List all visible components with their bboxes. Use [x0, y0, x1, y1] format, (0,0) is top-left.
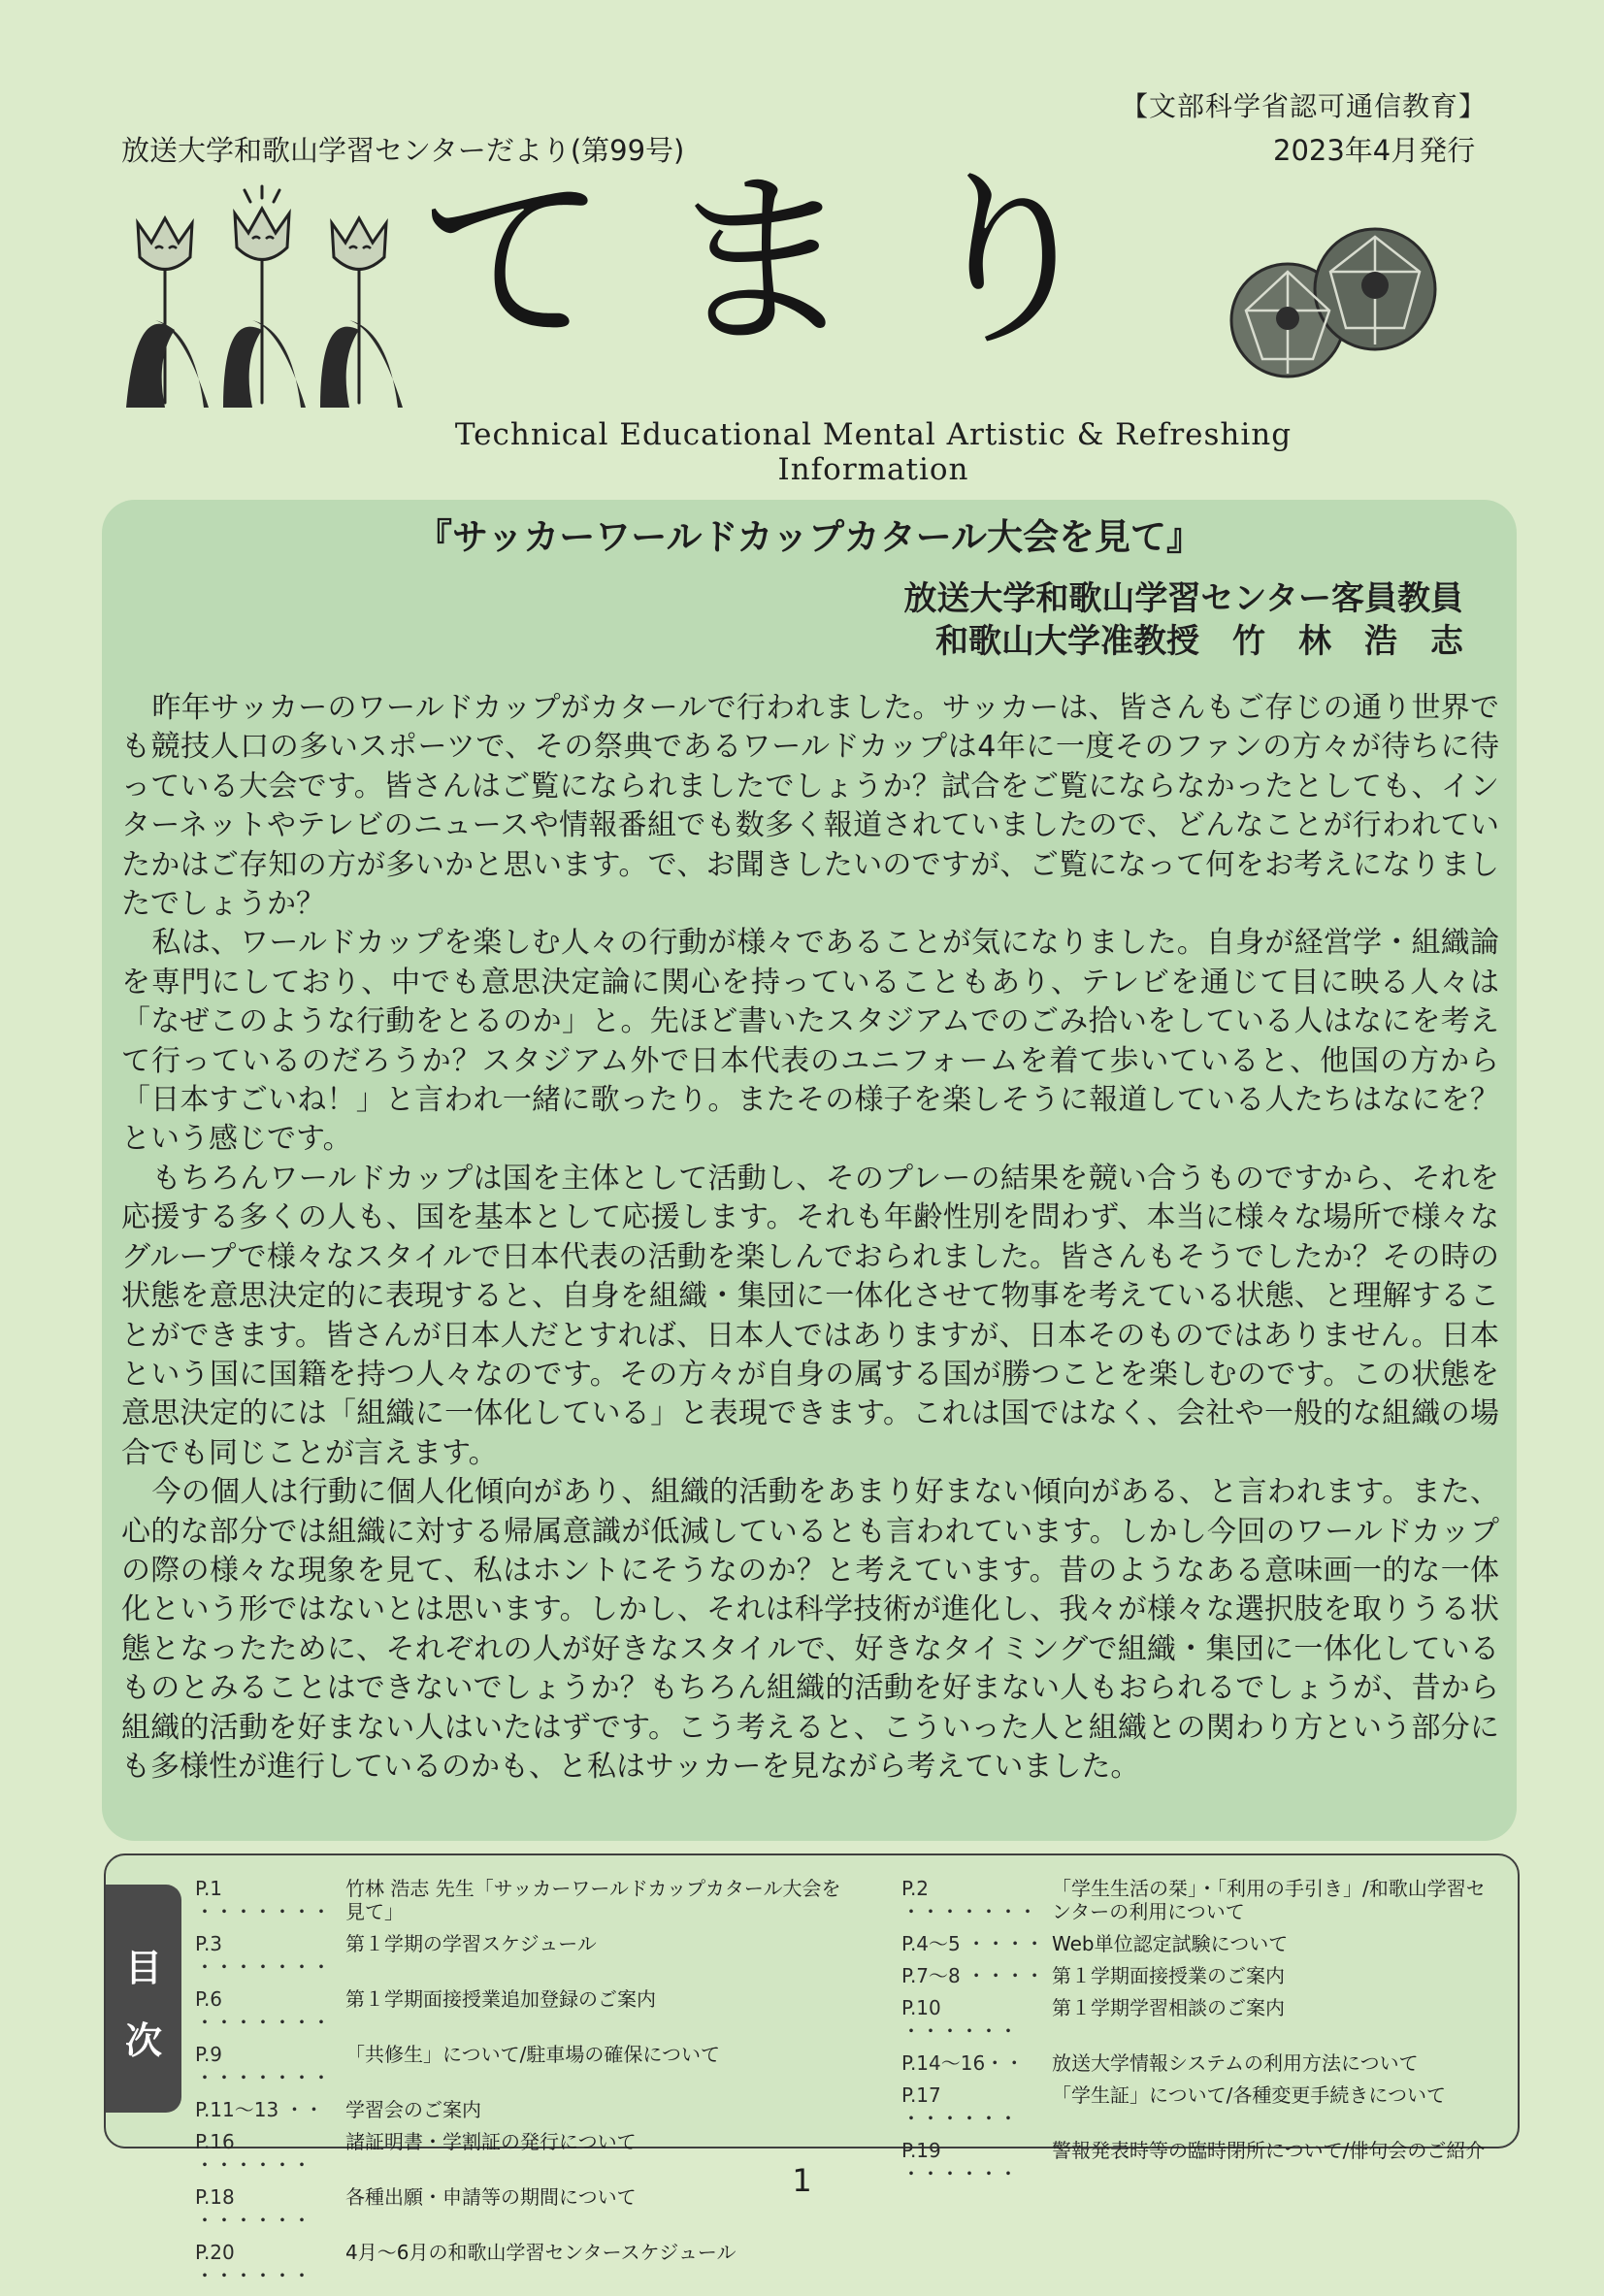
issue-date: 2023年4月発行	[1273, 134, 1476, 167]
article-paragraph: 今の個人は行動に個人化傾向があり、組織的活動をあまり好まない傾向がある、と言われます。また、心的な部分では組織に対する帰属意識が低減しているとも言われています。しかし今回のワールドカップの際の様々な現象を見て、私はホントにそうなのか？と考えています。昔のようなある意味画一的な一体化という形ではないとは思います。しかし、それは科学技術が進化し、我々が様々な選択肢を取りうる状態となったために、それぞれの人が好きなスタイルで、好きなタイミングで組織・集団に一体化しているものとみることはできないでしょうか？もちろん組織的活動を好まない人もおられるでしょうが、昔から組織的活動を好まない人はいたはずです。こう考えると、こういった人と組織との関わり方という部分にも多様性が進行しているのかも、と私はサッカーを見ながら考えていました。	[121, 1475, 1499, 1784]
article-paragraph: 昨年サッカーのワールドカップがカタールで行われました。サッカーは、皆さんもご存じの通り世界でも競技人口の多いスポーツで、その祭典であるワールドカップは4年に一度そのファンの方々が待ちに待っている大会です。皆さんはご覧になられましたでしょうか？試合をご覧にならなかったとしても、インターネットやテレビのニュースや情報番組でも数多く報道されていましたので、どんなことが行われていたかはご存知の方が多いかと思います。で、お聞きしたいのですが、ご覧になって何をお考えになりましたでしょうか？	[121, 691, 1499, 922]
toc-entry-text: 竹林 浩志 先生「サッカーワールドカップカタール大会を見て」	[345, 1877, 841, 1923]
toc-left-column	[195, 1877, 855, 2296]
toc-entry	[195, 2043, 855, 2089]
toc-entry	[195, 2241, 855, 2287]
toc-page-ref: P.10 ・・・・・・	[901, 1996, 1018, 2043]
toc-entry-text: 「学生証」について/各種変更手続きについて	[1052, 2083, 1446, 2107]
toc-page-ref: P.18 ・・・・・・	[195, 2185, 311, 2232]
toc-page-ref: P.20 ・・・・・・	[195, 2241, 311, 2287]
toc-page-ref: P.9 ・・・・・・・	[195, 2043, 331, 2089]
toc-page-ref: P.4～5 ・・・・	[901, 1932, 1045, 1955]
toc-page-ref: P.19 ・・・・・・	[901, 2139, 1018, 2185]
toc-entry-text: 第１学期学習相談のご案内	[1052, 1996, 1285, 2019]
toc-entry-text: 諸証明書・学割証の発行について	[345, 2130, 637, 2153]
toc-page-ref: P.2 ・・・・・・・	[901, 1877, 1037, 1923]
page-number: 1	[792, 2162, 812, 2199]
toc-entry-text: 警報発表時等の臨時閉所について/俳句会のご紹介	[1052, 2139, 1486, 2162]
toc-page-ref: P.3 ・・・・・・・	[195, 1932, 331, 1979]
article-paragraph: もちろんワールドカップは国を主体として活動し、そのプレーの結果を競い合うものですから、それを応援する多くの人も、国を基本として応援します。それも年齢性別を問わず、本当に様々な場所で様々なグループで様々なスタイルで日本代表の活動を楽しんでおられました。皆さんもそうでしたか？その時の状態を意思決定的に表現すると、自身を組織・集団に一体化させて物事を考えている状態、と理解することができます。皆さんが日本人だとすれば、日本人ではありますが、日本そのものではありません。日本という国に国籍を持つ人々なのです。その方々が自身の属する国が勝つことを楽しむのです。この状態を意思決定的には「組織に一体化している」と表現できます。これは国ではなく、会社や一般的な組織の場合でも同じことが言えます。	[121, 1161, 1499, 1470]
certification-label: 【文部科学省認可通信教育】	[1121, 90, 1488, 122]
author-affiliation: 放送大学和歌山学習センター客員教員	[903, 579, 1463, 618]
article-body	[121, 689, 1499, 1787]
tulip-logo-icon	[116, 184, 408, 408]
newsletter-title: てまり	[417, 151, 1163, 373]
newsletter-subtitle: 放送大学和歌山学習センターだより(第99号)	[121, 134, 685, 167]
feature-article-panel	[102, 500, 1517, 1841]
toc-page-ref: P.14～16・・	[901, 2051, 1025, 2075]
toc-entry	[901, 1932, 1503, 1955]
toc-entry	[195, 1877, 855, 1923]
toc-page-ref: P.17 ・・・・・・	[901, 2083, 1018, 2130]
author-name: 和歌山大学准教授 竹 林 浩 志	[935, 622, 1463, 661]
toc-heading-tab	[106, 1885, 181, 2113]
toc-entry-text: 「学生生活の栞」・「利用の手引き」/和歌山学習センターの利用について	[1052, 1877, 1486, 1923]
temari-ball-icon	[1228, 213, 1441, 388]
toc-entry	[901, 1964, 1503, 1987]
toc-page-ref: P.1 ・・・・・・・	[195, 1877, 331, 1923]
toc-page-ref: P.11～13 ・・	[195, 2098, 324, 2121]
toc-page-ref: P.7～8 ・・・・	[901, 1964, 1045, 1987]
toc-entry-text: 第１学期の学習スケジュール	[345, 1932, 597, 1955]
toc-entry	[901, 1877, 1503, 1923]
toc-entry-text: 第１学期面接授業追加登録のご案内	[345, 1987, 656, 2011]
article-title: 『サッカーワールドカップカタール大会を見て』	[416, 516, 1202, 558]
toc-page-ref: P.16 ・・・・・・	[195, 2130, 311, 2177]
toc-entry-text: 各種出願・申請等の期間について	[345, 2185, 637, 2209]
toc-entry-text: Web単位認定試験について	[1052, 1932, 1289, 1955]
toc-heading-char: 目	[124, 1947, 162, 1989]
toc-entry-text: 放送大学情報システムの利用方法について	[1052, 2051, 1419, 2075]
toc-entry	[195, 1932, 855, 1979]
toc-entry	[195, 1987, 855, 2034]
toc-entry	[901, 1996, 1503, 2043]
toc-entry	[195, 2098, 855, 2121]
toc-entry-text: 4月～6月の和歌山学習センタースケジュール	[345, 2241, 737, 2264]
table-of-contents	[104, 1853, 1520, 2287]
toc-entry-text: 「共修生」について/駐車場の確保について	[345, 2043, 720, 2066]
toc-heading-char: 次	[124, 2019, 162, 2062]
toc-entry-text: 学習会のご案内	[345, 2098, 481, 2121]
article-paragraph: 私は、ワールドカップを楽しむ人々の行動が様々であることが気になりました。自身が経営学・組織論を専門にしており、中でも意思決定論に関心を持っていることもあり、テレビを通じて目に映る人々は「なぜこのような行動をとるのか」と。先ほど書いたスタジアムでのごみ拾いをしている人はなにを考えて行っているのだろうか？スタジアム外で日本代表のユニフォームを着て歩いていると、他国の方から「日本すごいね！」と言われ一緒に歌ったり。またその様子を楽しそうに報道している人たちはなにを？という感じです。	[121, 926, 1499, 1157]
title-expansion: Technical Educational Mental Artistic & Refreshing Information	[454, 417, 1293, 487]
toc-entry	[901, 2083, 1503, 2130]
author-block	[903, 577, 1463, 663]
toc-right-column	[901, 1877, 1503, 2194]
toc-page-ref: P.6 ・・・・・・・	[195, 1987, 331, 2034]
toc-entry-text: 第１学期面接授業のご案内	[1052, 1964, 1285, 1987]
toc-entry	[901, 2051, 1503, 2075]
